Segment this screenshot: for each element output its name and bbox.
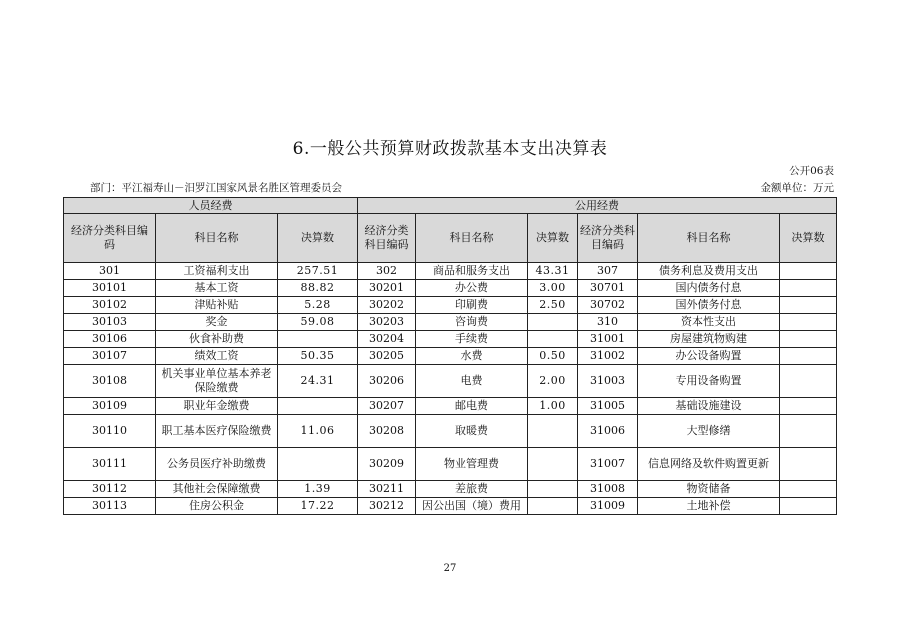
cell-code: 30205 [358,348,416,365]
cell-amount [780,348,837,365]
header-amount-c: 决算数 [780,214,837,263]
cell-code: 30102 [64,297,156,314]
header-amount-b: 决算数 [528,214,578,263]
cell-amount [278,398,358,415]
cell-name: 津贴补贴 [156,297,278,314]
cell-amount: 257.51 [278,263,358,280]
cell-code: 30701 [578,280,638,297]
amount-unit-label: 金额单位：万元 [760,182,834,194]
cell-name: 债务利息及费用支出 [638,263,780,280]
cell-name: 工资福利支出 [156,263,278,280]
cell-name: 国外债务付息 [638,297,780,314]
cell-code: 30209 [358,448,416,481]
cell-code: 30108 [64,365,156,398]
table-row [64,498,837,515]
cell-name: 基础设施建设 [638,398,780,415]
cell-code: 31009 [578,498,638,515]
header-code: 经济分类科目编码 [64,214,156,263]
header-name-c: 科目名称 [638,214,780,263]
cell-amount [780,365,837,398]
table-row [64,398,837,415]
cell-code: 307 [578,263,638,280]
page-number: 27 [443,563,457,574]
cell-code: 31006 [578,415,638,448]
cell-code: 30202 [358,297,416,314]
cell-name: 职工基本医疗保险缴费 [156,415,278,448]
form-number: 公开06表 [789,165,834,177]
cell-name: 资本性支出 [638,314,780,331]
cell-code: 31005 [578,398,638,415]
table-row [64,280,837,297]
expenditure-table [63,197,837,515]
cell-code: 30107 [64,348,156,365]
cell-amount [278,448,358,481]
cell-amount [780,280,837,297]
cell-name: 伙食补助费 [156,331,278,348]
group-personnel: 人员经费 [64,198,358,214]
cell-amount [780,481,837,498]
table-row [64,348,837,365]
cell-code: 30211 [358,481,416,498]
cell-code: 30112 [64,481,156,498]
cell-name: 因公出国（境）费用 [416,498,528,515]
header-amount: 决算数 [278,214,358,263]
cell-code: 302 [358,263,416,280]
cell-name: 其他社会保障缴费 [156,481,278,498]
cell-amount: 0.50 [528,348,578,365]
table-row [64,481,837,498]
cell-amount: 2.50 [528,297,578,314]
cell-amount: 3.00 [528,280,578,297]
cell-code: 30109 [64,398,156,415]
cell-code: 31008 [578,481,638,498]
cell-amount: 43.31 [528,263,578,280]
cell-name: 奖金 [156,314,278,331]
cell-amount [780,448,837,481]
cell-name: 国内债务付息 [638,280,780,297]
cell-amount [780,331,837,348]
cell-name: 取暖费 [416,415,528,448]
cell-amount: 1.00 [528,398,578,415]
cell-amount: 5.28 [278,297,358,314]
cell-code: 30206 [358,365,416,398]
page-title: 6.一般公共预算财政拨款基本支出决算表 [292,139,608,159]
cell-name: 邮电费 [416,398,528,415]
cell-name: 大型修缮 [638,415,780,448]
cell-code: 30110 [64,415,156,448]
group-header-row [64,198,837,214]
cell-amount [780,498,837,515]
cell-code: 30101 [64,280,156,297]
table-row [64,331,837,348]
cell-code: 30212 [358,498,416,515]
cell-name: 手续费 [416,331,528,348]
table-row [64,314,837,331]
cell-amount [528,498,578,515]
cell-amount [528,331,578,348]
cell-code: 30103 [64,314,156,331]
cell-name: 信息网络及软件购置更新 [638,448,780,481]
table-row [64,365,837,398]
department-label: 部门：平江福寿山－汨罗江国家风景名胜区管理委员会 [90,182,342,194]
cell-code: 30207 [358,398,416,415]
table-row [64,263,837,280]
cell-code: 30208 [358,415,416,448]
cell-code: 310 [578,314,638,331]
cell-name: 职业年金缴费 [156,398,278,415]
column-header-row [64,214,837,263]
table-row [64,448,837,481]
cell-name: 商品和服务支出 [416,263,528,280]
cell-name: 房屋建筑物购建 [638,331,780,348]
cell-amount [528,314,578,331]
cell-name: 住房公积金 [156,498,278,515]
cell-amount: 50.35 [278,348,358,365]
cell-code: 30111 [64,448,156,481]
cell-code: 30702 [578,297,638,314]
cell-code: 301 [64,263,156,280]
cell-amount: 2.00 [528,365,578,398]
cell-amount [780,398,837,415]
cell-amount [278,331,358,348]
cell-amount: 11.06 [278,415,358,448]
cell-code: 30106 [64,331,156,348]
cell-code: 30203 [358,314,416,331]
cell-amount: 24.31 [278,365,358,398]
cell-name: 办公费 [416,280,528,297]
cell-amount [528,448,578,481]
cell-name: 绩效工资 [156,348,278,365]
cell-name: 物业管理费 [416,448,528,481]
cell-amount: 88.82 [278,280,358,297]
cell-code: 30201 [358,280,416,297]
cell-name: 水费 [416,348,528,365]
cell-code: 31007 [578,448,638,481]
cell-amount: 1.39 [278,481,358,498]
cell-code: 30113 [64,498,156,515]
header-code-c: 经济分类科目编码 [578,214,638,263]
cell-amount [780,297,837,314]
cell-name: 机关事业单位基本养老保险缴费 [156,365,278,398]
cell-amount [780,415,837,448]
group-public: 公用经费 [358,198,837,214]
cell-name: 咨询费 [416,314,528,331]
cell-name: 基本工资 [156,280,278,297]
cell-name: 专用设备购置 [638,365,780,398]
cell-code: 31002 [578,348,638,365]
header-code-b: 经济分类科目编码 [358,214,416,263]
cell-code: 31001 [578,331,638,348]
cell-amount: 17.22 [278,498,358,515]
header-name-b: 科目名称 [416,214,528,263]
cell-name: 差旅费 [416,481,528,498]
table-row [64,297,837,314]
cell-amount [528,481,578,498]
cell-amount [780,263,837,280]
cell-name: 电费 [416,365,528,398]
cell-amount [528,415,578,448]
cell-amount [780,314,837,331]
cell-code: 31003 [578,365,638,398]
cell-amount: 59.08 [278,314,358,331]
cell-name: 印刷费 [416,297,528,314]
table-row [64,415,837,448]
cell-name: 公务员医疗补助缴费 [156,448,278,481]
header-name: 科目名称 [156,214,278,263]
cell-name: 物资储备 [638,481,780,498]
cell-name: 办公设备购置 [638,348,780,365]
cell-name: 土地补偿 [638,498,780,515]
cell-code: 30204 [358,331,416,348]
